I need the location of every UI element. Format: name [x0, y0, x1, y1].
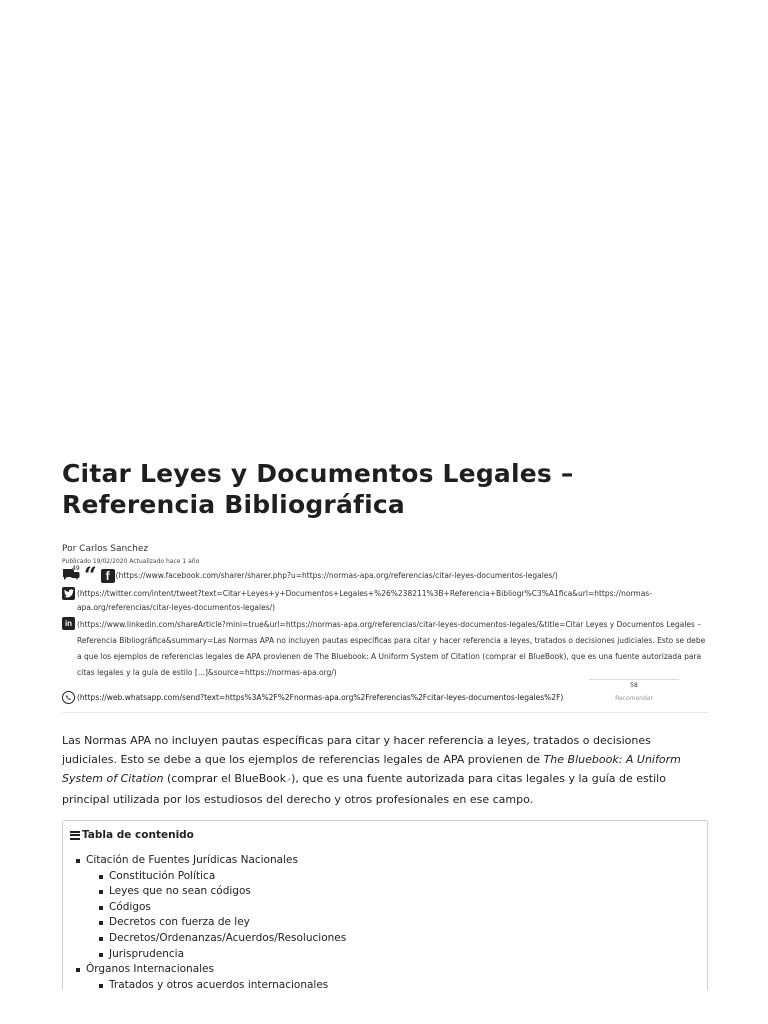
- intro-text-2: (comprar el: [163, 772, 235, 785]
- external-link-icon: ↗: [286, 777, 292, 784]
- share-row-whatsapp: [62, 682, 708, 704]
- toc-item[interactable]: [76, 853, 699, 962]
- recommend-count: 58: [630, 682, 638, 689]
- divider: [62, 712, 708, 713]
- table-of-contents: [62, 820, 708, 990]
- toc-item-label[interactable]: Órganos Internacionales: [86, 963, 214, 976]
- comments-icon[interactable]: [62, 567, 82, 585]
- toc-subitem[interactable]: Decretos/Ordenanzas/Acuerdos/Resoluciones: [99, 931, 699, 947]
- share-row-twitter: [62, 587, 708, 615]
- toc-subitem[interactable]: Códigos: [99, 900, 699, 916]
- facebook-share-link[interactable]: (https://www.facebook.com/sharer/sharer.php?u=https://normas-apa.org/referencias/citar-leyes-documentos-legales/): [115, 571, 558, 580]
- share-row-facebook: [62, 563, 708, 589]
- linkedin-share-link[interactable]: (https://www.linkedin.com/shareArticle?mini=true&url=https://normas-apa.org/referencias/citar-leyes-documentos-legales/&title=Citar Leyes y Documentos Legales – Referencia Bibliográfica&summary=Las Normas APA no incluyen pautas específicas para citar y hacer referencia a leyes, tratados o decisiones judiciales. Esto se debe a que los ejemplos de referencias legales de APA provienen de The Bluebook: A Uniform System of Citation (comprar el BlueBook), que es una fuente autorizada para citas legales y la guía de estilo [...]&source=https://normas-apa.org/): [77, 620, 706, 677]
- toc-subitem[interactable]: Decretos con fuerza de ley: [99, 915, 699, 931]
- toc-heading-label: Tabla de contenido: [82, 829, 194, 841]
- toc-sublist: [86, 978, 699, 994]
- toc-item-label[interactable]: Citación de Fuentes Jurídicas Nacionales: [86, 854, 298, 866]
- whatsapp-icon[interactable]: [62, 691, 75, 704]
- page-title: Citar Leyes y Documentos Legales – Referencia Bibliográfica: [62, 459, 574, 519]
- book-title: The Bluebook: A Uniform System of Citation: [62, 753, 681, 785]
- menu-icon[interactable]: [70, 829, 80, 841]
- intro-paragraph: [62, 731, 708, 809]
- intro-text-1: Las Normas APA no incluyen pautas específicas para citar y hacer referencia a leyes, tratados o decisiones judiciales. Esto se debe a que los ejemplos de referencias legales de APA provienen de: [62, 734, 651, 766]
- whatsapp-share-link[interactable]: (https://web.whatsapp.com/send?text=https%3A%2F%2Fnormas-apa.org%2Freferencias%2Fcitar-leyes-documentos-legales%2F): [77, 693, 564, 702]
- linkedin-icon[interactable]: in: [62, 617, 75, 630]
- recommend-label[interactable]: Recomendar: [615, 695, 653, 702]
- publish-meta: Publicado 19/02/2020 Actualizado hace 1 año: [62, 558, 200, 565]
- article: [62, 458, 708, 990]
- facebook-icon[interactable]: f: [101, 569, 115, 583]
- comments-count: 49: [72, 565, 80, 572]
- twitter-icon[interactable]: [62, 587, 75, 600]
- toc-subitem[interactable]: Jurisprudencia: [99, 947, 699, 963]
- share-row-linkedin: [62, 617, 708, 681]
- toc-subitem[interactable]: Leyes que no sean códigos: [99, 884, 699, 900]
- twitter-share-link[interactable]: (https://twitter.com/intent/tweet?text=Citar+Leyes+y+Documentos+Legales+%26%238211%3B+Referencia+Bibliogr%C3%A1fica&url=https://normas-apa.org/referencias/citar-leyes-documentos-legales/): [77, 589, 652, 612]
- recommend-widget[interactable]: [589, 679, 679, 702]
- quote-icon[interactable]: “: [84, 563, 97, 589]
- author-byline: Por Carlos Sanchez: [62, 544, 149, 554]
- intro-text-3: ), que es una fuente autorizada para citas legales y la guía de estilo principal utilizada por los estudiosos del derecho y otros profesionales en ese campo.: [62, 772, 666, 806]
- bluebook-link[interactable]: BlueBook: [234, 772, 287, 785]
- toc-list: [70, 853, 699, 993]
- toc-sublist: [86, 869, 699, 963]
- toc-item[interactable]: [76, 962, 699, 993]
- toc-subitem[interactable]: Constitución Política: [99, 869, 699, 885]
- toc-heading[interactable]: [70, 829, 699, 841]
- toc-subitem[interactable]: Tratados y otros acuerdos internacionales: [99, 978, 699, 994]
